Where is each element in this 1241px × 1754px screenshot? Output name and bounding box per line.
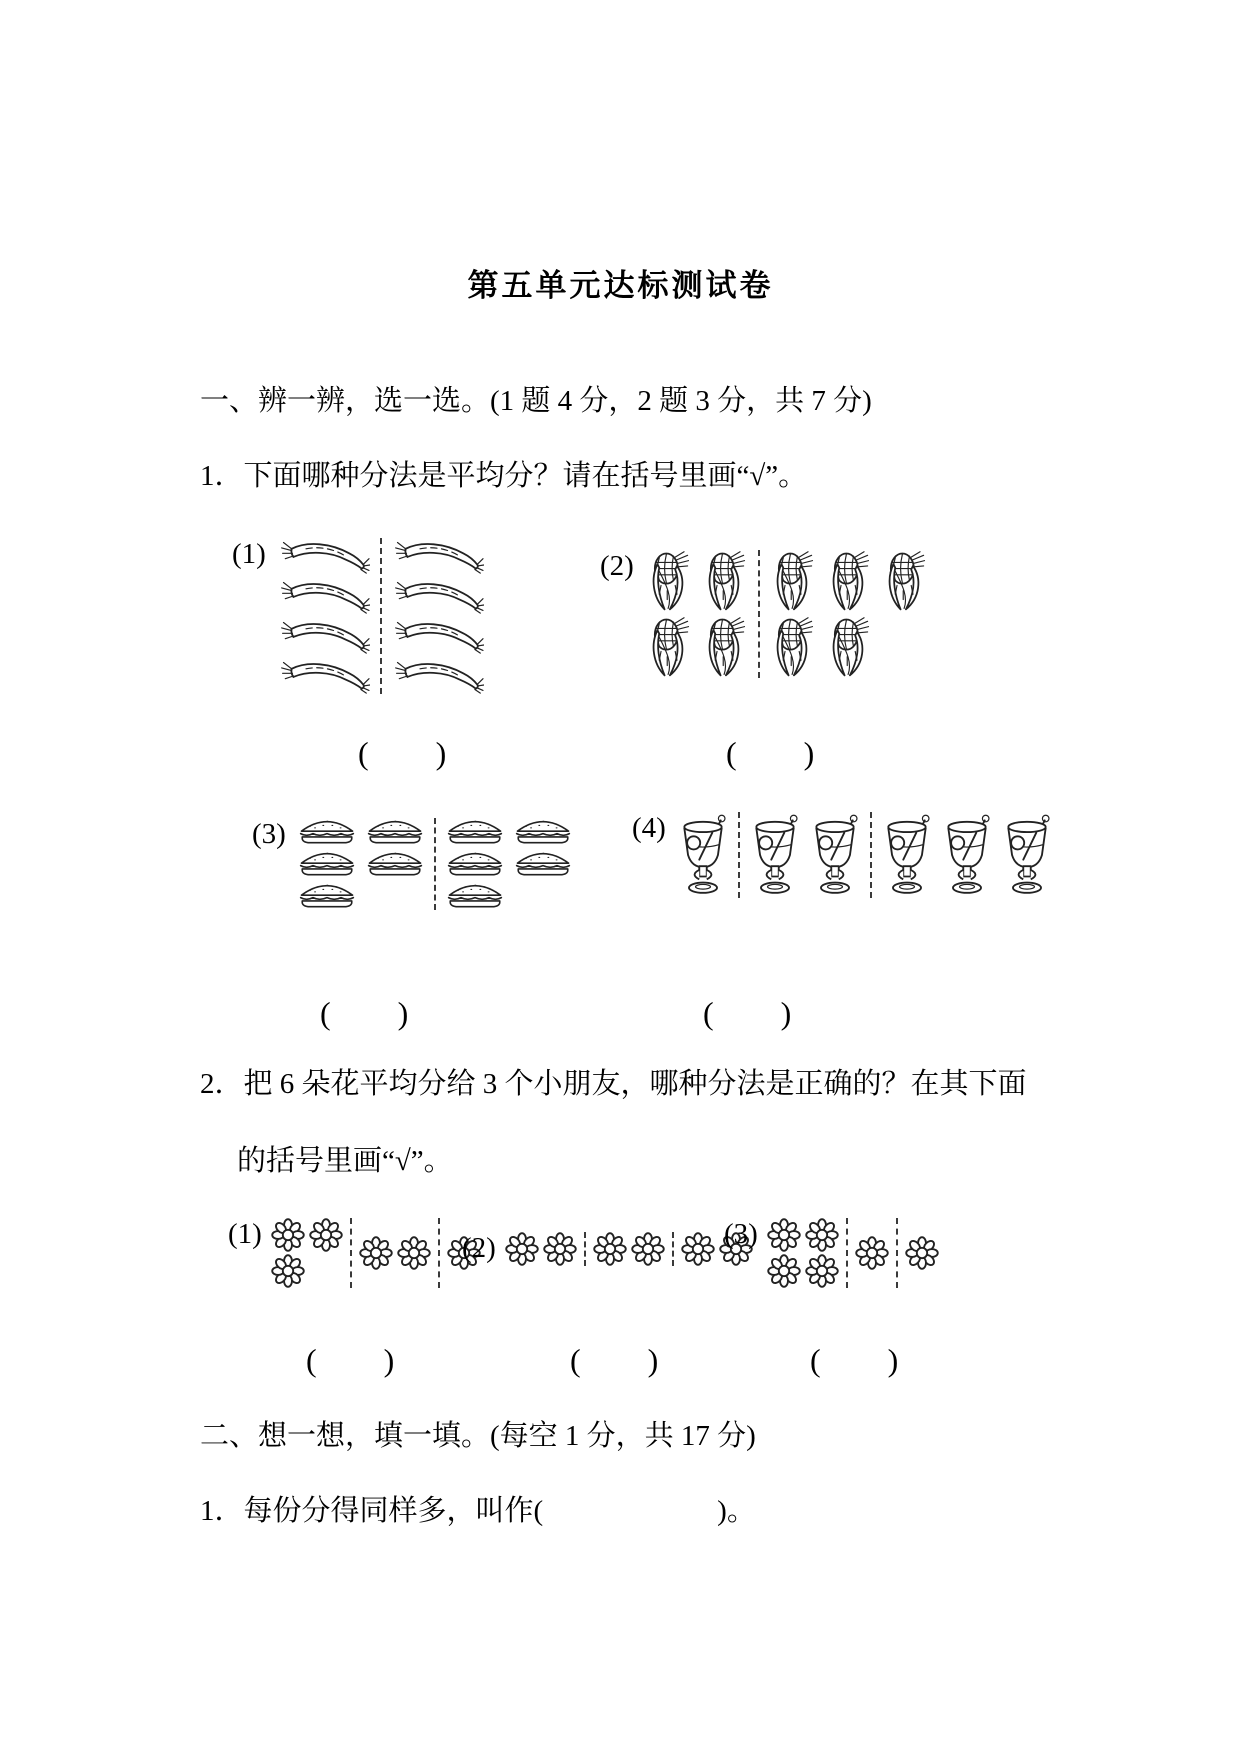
drink-glass-icon	[678, 812, 728, 898]
flower-icon	[271, 1218, 305, 1252]
option-label: (3)	[252, 818, 286, 850]
share-group	[590, 1232, 668, 1266]
option-label: (4)	[632, 812, 666, 844]
flower-icon	[681, 1232, 715, 1266]
group-divider	[380, 538, 382, 694]
flower-icon	[359, 1236, 393, 1270]
shrimp-icon	[278, 578, 370, 614]
group-divider	[846, 1218, 848, 1288]
drink-glass-icon	[882, 812, 932, 898]
share-group	[672, 812, 734, 898]
q2-option-2-groups	[502, 1232, 756, 1266]
flower-icon	[805, 1254, 839, 1288]
corn-icon	[702, 550, 748, 612]
corn-icon	[770, 616, 816, 678]
q1-option-2	[600, 550, 934, 678]
option-label: (2)	[600, 550, 634, 582]
share-group	[764, 1218, 842, 1288]
drink-glass-icon	[810, 812, 860, 898]
flower-icon	[593, 1232, 627, 1266]
share-group	[764, 550, 934, 678]
shrimp-icon	[392, 538, 484, 574]
group-divider	[758, 550, 760, 678]
drink-glass-icon	[750, 812, 800, 898]
hamburger-icon	[446, 818, 504, 846]
group-divider	[738, 812, 740, 898]
shrimp-icon	[278, 618, 370, 654]
hamburger-icon	[446, 850, 504, 878]
option-label: (1)	[232, 538, 266, 570]
q2-option-3	[724, 1218, 942, 1288]
s1-q1-text: 1．下面哪种分法是平均分？请在括号里画“√”。	[200, 460, 808, 492]
flower-icon	[767, 1254, 801, 1288]
q1-option-1-groups	[272, 538, 490, 694]
shrimp-icon	[392, 618, 484, 654]
drink-glass-icon	[942, 812, 992, 898]
answer-bracket-q1-2[interactable]: ( )	[726, 735, 816, 771]
flower-icon	[309, 1218, 343, 1252]
share-group	[902, 1236, 942, 1270]
shrimp-icon	[278, 538, 370, 574]
hamburger-icon	[446, 882, 504, 910]
corn-icon	[702, 616, 748, 678]
corn-icon	[646, 550, 692, 612]
s1-q2-text-line2: 的括号里画“√”。	[237, 1145, 453, 1177]
corn-icon	[770, 550, 816, 612]
page-title: 第五单元达标测试卷	[467, 268, 774, 304]
section1-heading: 一、辨一辨，选一选。(1 题 4 分，2 题 3 分，共 7 分)	[200, 385, 872, 417]
hamburger-icon	[298, 818, 356, 846]
q1-option-1	[232, 538, 490, 694]
group-divider	[438, 1218, 440, 1288]
corn-icon	[882, 550, 928, 612]
section2-heading: 二、想一想，填一填。(每空 1 分，共 17 分)	[200, 1420, 756, 1452]
share-group	[876, 812, 1058, 898]
group-divider	[896, 1218, 898, 1288]
q1-option-4-groups	[672, 812, 1058, 898]
flower-icon	[505, 1232, 539, 1266]
group-divider	[584, 1232, 586, 1266]
flower-icon	[271, 1254, 305, 1288]
s2-q1-text[interactable]: 1．每份分得同样多，叫作( )。	[200, 1495, 756, 1527]
hamburger-icon	[298, 850, 356, 878]
q1-option-3	[252, 818, 578, 910]
hamburger-icon	[514, 850, 572, 878]
flower-icon	[805, 1218, 839, 1252]
shrimp-icon	[278, 658, 370, 694]
flower-icon	[543, 1232, 577, 1266]
group-divider	[672, 1232, 674, 1266]
share-group	[502, 1232, 580, 1266]
group-divider	[350, 1218, 352, 1288]
share-group	[356, 1236, 434, 1270]
share-group	[268, 1218, 346, 1288]
flower-icon	[855, 1236, 889, 1270]
q2-option-1	[228, 1218, 484, 1288]
s1-q2-text-line1: 2．把 6 朵花平均分给 3 个小朋友，哪种分法是正确的？在其下面	[200, 1068, 1027, 1100]
option-label: (3)	[724, 1218, 758, 1250]
flower-icon	[631, 1232, 665, 1266]
answer-bracket-q2-3[interactable]: ( )	[810, 1342, 900, 1378]
shrimp-icon	[392, 578, 484, 614]
group-divider	[434, 818, 436, 910]
flower-icon	[767, 1218, 801, 1252]
answer-bracket-q1-1[interactable]: ( )	[358, 735, 448, 771]
share-group	[386, 538, 490, 694]
flower-icon	[905, 1236, 939, 1270]
share-group	[440, 818, 578, 910]
q2-option-3-groups	[764, 1218, 942, 1288]
q1-option-2-groups	[640, 550, 934, 678]
answer-bracket-q1-4[interactable]: ( )	[703, 995, 793, 1031]
answer-bracket-q2-1[interactable]: ( )	[306, 1342, 396, 1378]
q1-option-4	[632, 812, 1058, 898]
shrimp-icon	[392, 658, 484, 694]
corn-icon	[826, 550, 872, 612]
answer-bracket-q1-3[interactable]: ( )	[320, 995, 410, 1031]
group-divider	[870, 812, 872, 898]
q2-option-2	[462, 1232, 756, 1266]
q2-option-1-groups	[268, 1218, 484, 1288]
corn-icon	[826, 616, 872, 678]
flower-icon	[397, 1236, 431, 1270]
q1-option-3-groups	[292, 818, 578, 910]
share-group	[292, 818, 430, 910]
share-group	[272, 538, 376, 694]
corn-icon	[646, 616, 692, 678]
hamburger-icon	[298, 882, 356, 910]
answer-bracket-q2-2[interactable]: ( )	[570, 1342, 660, 1378]
share-group	[852, 1236, 892, 1270]
hamburger-icon	[514, 818, 572, 846]
share-group	[744, 812, 866, 898]
share-group	[640, 550, 754, 678]
option-label: (1)	[228, 1218, 262, 1250]
hamburger-icon	[366, 818, 424, 846]
option-label: (2)	[462, 1232, 496, 1264]
hamburger-icon	[366, 850, 424, 878]
drink-glass-icon	[1002, 812, 1052, 898]
